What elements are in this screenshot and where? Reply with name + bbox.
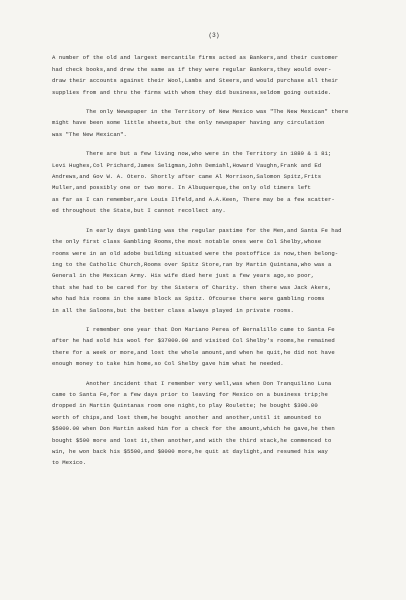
text-line: there for a week or more,and lost the whole amount,and when he quit,he did not have <box>52 348 335 356</box>
text-line: worth of chips,and lost them,he bought another and another,until it amounted to <box>52 413 322 421</box>
text-line: after he had sold his wool for $37000.00 and visited Col Shelby's rooms,he remained <box>52 337 335 345</box>
text-line: who had his rooms in the same block as Spitz. Ofcourse there were gambling rooms <box>52 295 325 303</box>
text-line: Levi Hughes,Col Prichard,James Seligman,John Demiahl,Howard Vaughn,Frank and Ed <box>52 161 322 169</box>
text-line: might have been some little sheets,but the only newspaper having any circulation <box>52 119 325 127</box>
paragraph <box>52 324 376 370</box>
text-line: had check books,and drew the same as if they were regular Bankers,they would over- <box>52 65 332 73</box>
text-line: ing to the Catholic Church,Rooms over Spitz Store,ran by Martin Quintana,who was a <box>52 260 332 268</box>
text-line: supplies from and thru the firms with whom they did business,seldom going outside. <box>52 88 332 96</box>
text-line: bought $500 more and lost it,then another,and with the third stack,he commenced to <box>52 436 332 444</box>
text-line: In early days gambling was the regular pastime for the Men,and Santa Fe had <box>86 226 342 234</box>
text-line: I remember one year that Don Mariano Perea of Bernalillo came to Santa Fe <box>86 325 335 333</box>
text-line: Muller,and possibly one or two more. In Albuquerque,the only old timers left <box>52 184 311 192</box>
paragraph <box>52 225 376 316</box>
text-line: that she had to be cared for by the Sisters of Charity. then there was Jack Akers, <box>52 283 332 291</box>
text-line: Another incident that I remember very well,was when Don Tranquilino Luna <box>86 379 332 387</box>
text-line: was "The New Mexican". <box>52 130 127 138</box>
paragraph <box>52 148 376 216</box>
text-line: came to Santa Fe,for a few days prior to leaving for Mexico on a business trip;he <box>52 390 328 398</box>
text-line: win, he won back his $5500,and $8000 more,he quit at daylight,and resumed his way <box>52 448 328 455</box>
paragraph <box>52 106 376 140</box>
paragraph <box>52 378 376 469</box>
text-line: dropped in Martin Quintanas room one night,to play Roulette; he bought $300.00 <box>52 402 318 410</box>
text-line: There are but a few living now,who were in the Territory in 1880 & 1 81; <box>86 150 332 158</box>
page-number: (3) <box>208 32 220 39</box>
document-body <box>52 52 376 468</box>
text-line: $5000.00 when Don Martin asked him for a check for the amount,which he gave,he then <box>52 425 335 433</box>
text-line: enough money to take him home,so Col Shelby gave him what he needed. <box>52 360 284 368</box>
text-line: in all the Saloons,but the better class always played in private rooms. <box>52 306 294 314</box>
text-line: General in the Mexican Army. His wife died here just a few years ago,so poor, <box>52 272 315 280</box>
text-line: ed throughout the State,but I cannot recollect any. <box>52 207 226 215</box>
text-line: the only first class Gambling Rooms,the most notable ones were Col Shelby,whose <box>52 238 322 246</box>
text-line: draw their accounts against their Wool,Lambs and Steers,and would purchase all their <box>52 77 339 85</box>
text-line: rooms were in an old adobe building situated were the postoffice is now,then belong- <box>52 249 339 257</box>
text-line: A number of the old and largest mercantile firms acted as Bankers,and their customer <box>52 54 339 62</box>
paragraph <box>52 52 376 98</box>
text-line: to Mexico. <box>52 459 87 467</box>
text-line: The only Newspaper in the Territory of New Mexico was "The New Mexican" there <box>86 108 349 116</box>
text-line: as far as I can remember,are Louis Ilfeld,and A.A.Keen, There may be a few scatter- <box>52 195 335 203</box>
text-line: Andrews,and Gov W. A. Otero. Shortly after came Al Morrison,Salomon Spitz,Frits <box>52 173 322 181</box>
